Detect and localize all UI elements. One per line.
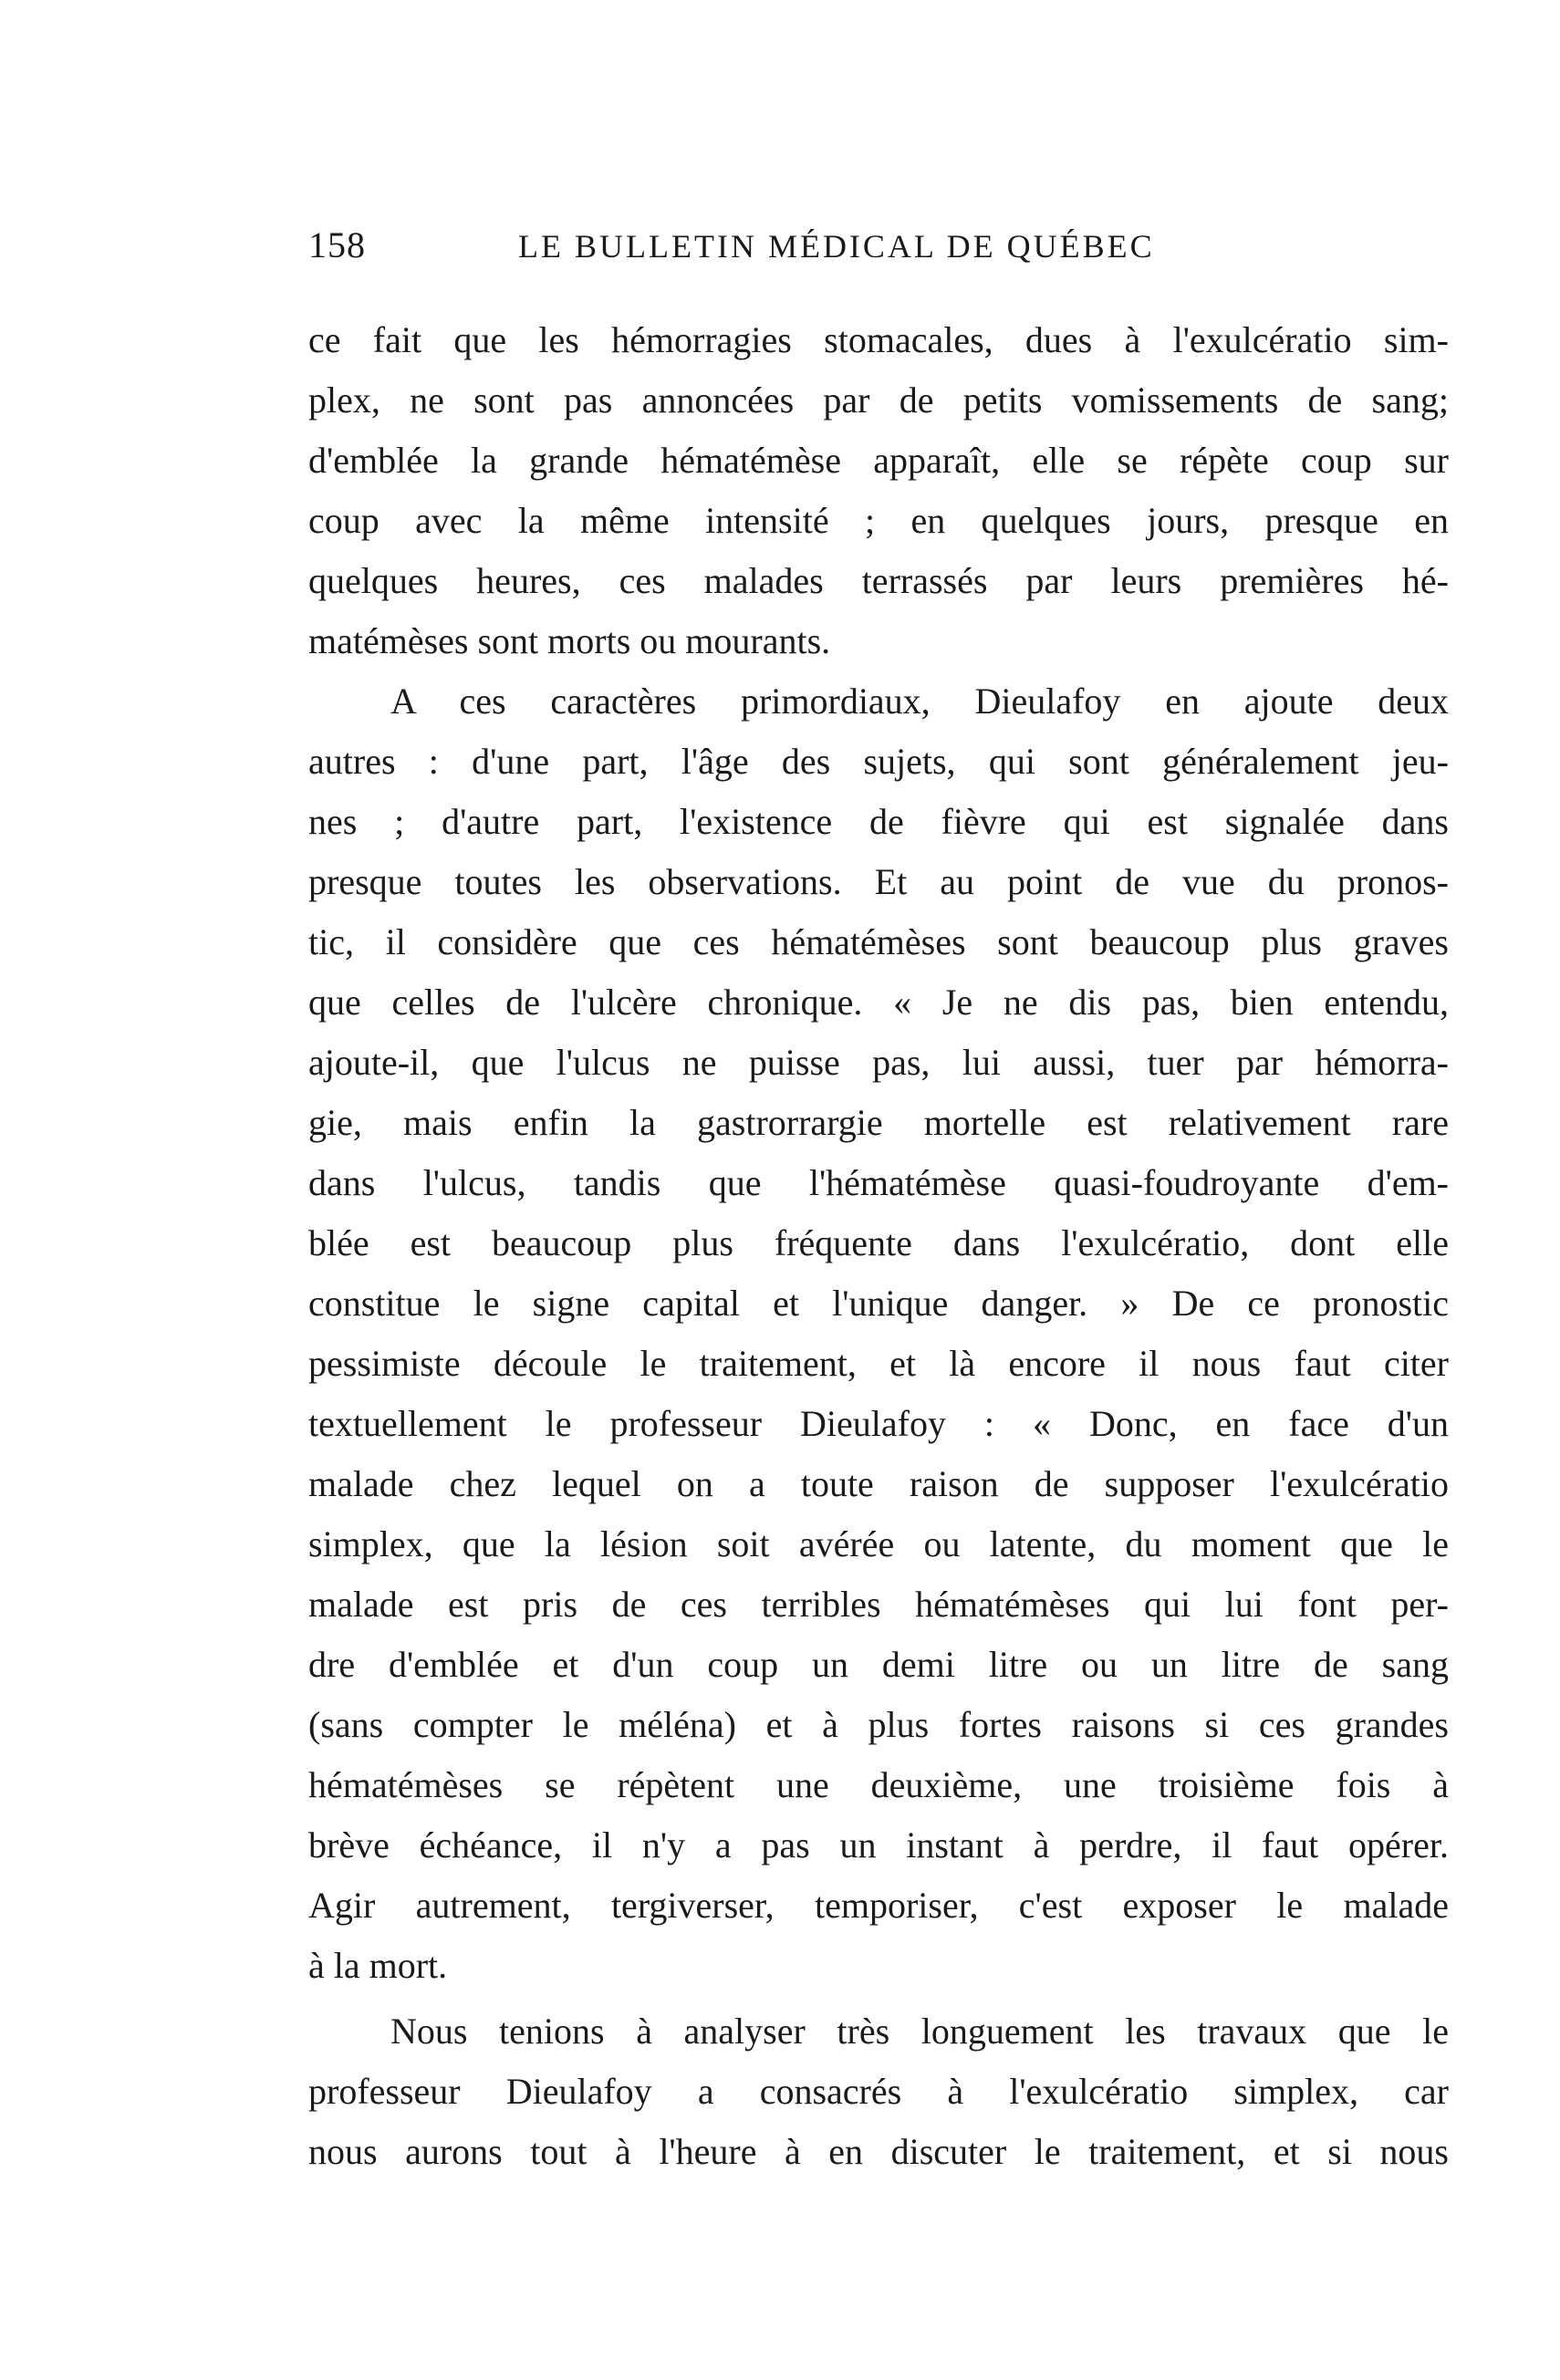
text-line: dans l'ulcus, tandis que l'hématémèse quasi-foudroyante d'em-	[308, 1162, 1449, 1203]
text-line: (sans compter le méléna) et à plus fortes raisons si ces grandes	[308, 1704, 1449, 1745]
text-line: malade chez lequel on a toute raison de supposer l'exulcératio	[308, 1463, 1449, 1504]
text-line: quelques heures, ces malades terrassés par leurs premières hé-	[308, 560, 1449, 601]
text-line: dre d'emblée et d'un coup un demi litre ou un litre de sang	[308, 1644, 1449, 1685]
text-line: nous aurons tout à l'heure à en discuter le traitement, et si nous	[308, 2131, 1449, 2172]
text-line: ajoute-il, que l'ulcus ne puisse pas, lui aussi, tuer par hémorra-	[308, 1042, 1449, 1083]
text-line: pessimiste découle le traitement, et là encore il nous faut citer	[308, 1343, 1449, 1384]
text-line: A ces caractères primordiaux, Dieulafoy en ajoute deux	[390, 681, 1449, 722]
text-line: matémèses sont morts ou mourants.	[308, 620, 831, 661]
text-line: simplex, que la lésion soit avérée ou latente, du moment que le	[308, 1523, 1449, 1564]
paragraph-2	[308, 671, 1449, 1996]
text-line: presque toutes les observations. Et au point de vue du pronos-	[308, 861, 1449, 902]
text-line: Nous tenions à analyser très longuement les travaux que le	[390, 2011, 1449, 2052]
text-line: à la mort.	[308, 1945, 448, 1986]
text-line: Agir autrement, tergiverser, temporiser, c'est exposer le malade	[308, 1885, 1449, 1926]
text-line: que celles de l'ulcère chronique. « Je ne dis pas, bien entendu,	[308, 982, 1449, 1023]
text-line: d'emblée la grande hématémèse apparaît, elle se répète coup sur	[308, 440, 1449, 481]
text-line: hématémèses se répètent une deuxième, une troisième fois à	[308, 1764, 1449, 1805]
running-title: LE BULLETIN MÉDICAL DE QUÉBEC	[518, 228, 1155, 265]
text-line: ce fait que les hémorragies stomacales, dues à l'exulcératio sim-	[308, 319, 1449, 360]
paragraph-3	[308, 2001, 1449, 2182]
paragraph-1	[308, 310, 1449, 671]
text-line: tic, il considère que ces hématémèses sont beaucoup plus graves	[308, 921, 1449, 962]
text-line: textuellement le professeur Dieulafoy : « Donc, en face d'un	[308, 1403, 1449, 1444]
text-line: malade est pris de ces terribles hématémèses qui lui font per-	[308, 1584, 1449, 1625]
page-header	[308, 223, 1449, 278]
text-line: constitue le signe capital et l'unique danger. » De ce pronostic	[308, 1283, 1449, 1324]
text-line: nes ; d'autre part, l'existence de fièvre qui est signalée dans	[308, 801, 1449, 842]
text-line: plex, ne sont pas annoncées par de petits vomissements de sang;	[308, 379, 1449, 421]
text-line: brève échéance, il n'y a pas un instant à perdre, il faut opérer.	[308, 1824, 1449, 1866]
text-line: autres : d'une part, l'âge des sujets, qui sont généralement jeu-	[308, 741, 1449, 782]
text-line: gie, mais enfin la gastrorrargie mortelle est relativement rare	[308, 1102, 1449, 1143]
text-line: professeur Dieulafoy a consacrés à l'exulcératio simplex, car	[308, 2071, 1449, 2112]
text-line: coup avec la même intensité ; en quelques jours, presque en	[308, 500, 1449, 541]
body-text	[308, 310, 1449, 2182]
text-line: blée est beaucoup plus fréquente dans l'exulcératio, dont elle	[308, 1222, 1449, 1263]
page-number: 158	[308, 224, 366, 265]
